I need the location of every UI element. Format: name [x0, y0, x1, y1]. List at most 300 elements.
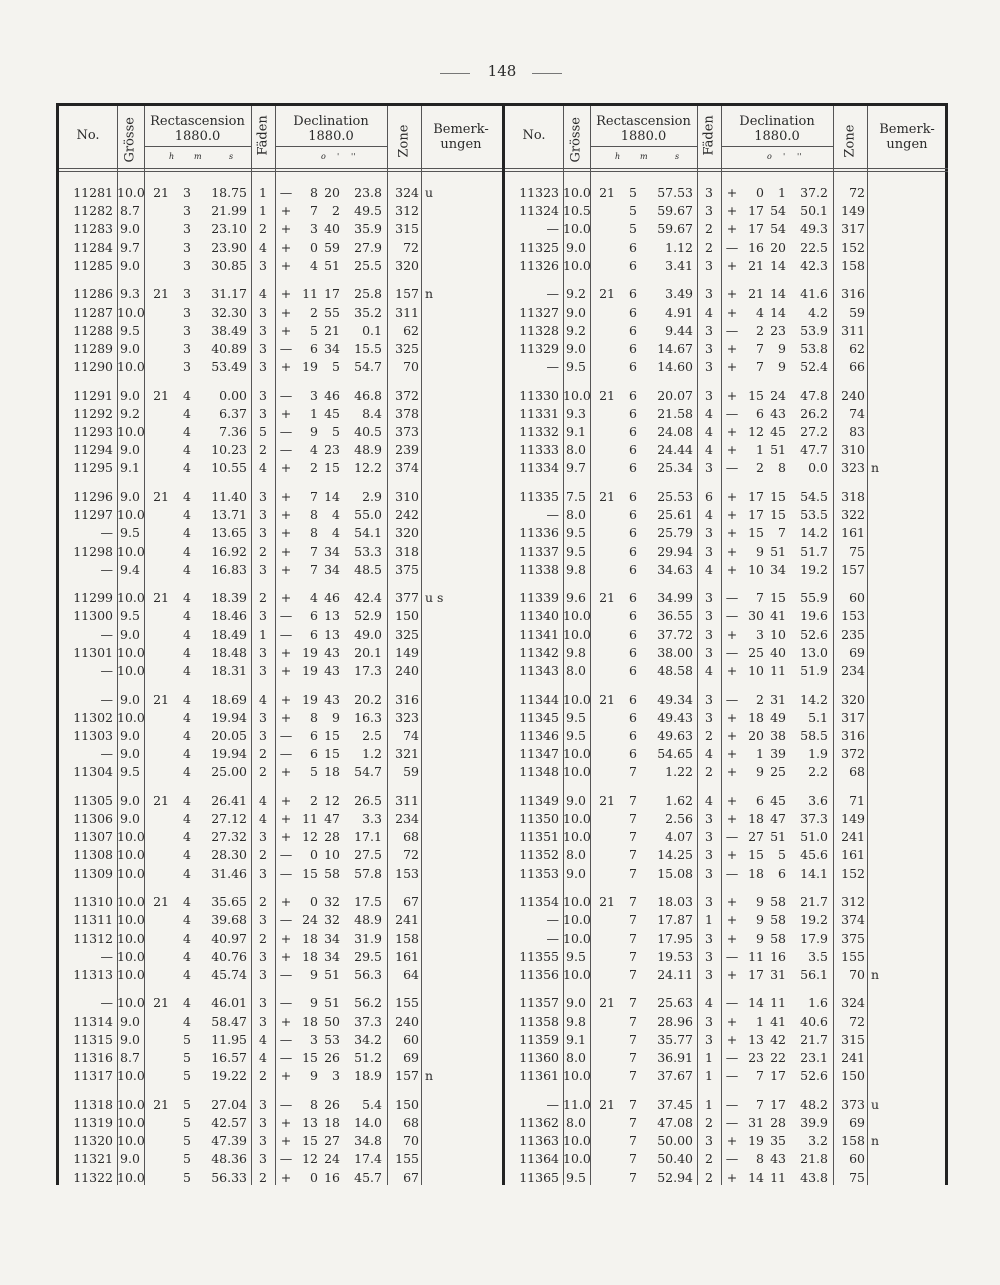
cell-no: 11342	[519, 644, 559, 660]
cell-faeden: 3	[259, 644, 267, 660]
cell-ra-sec: 23.90	[211, 239, 247, 255]
cell-dec-arcmin: 11	[770, 995, 786, 1011]
cell-dec-sign: +	[280, 663, 292, 678]
cell-ra-min: 6	[629, 727, 637, 743]
header-bemerkungen-1: Bemerk-	[879, 122, 935, 137]
table-row	[59, 1132, 502, 1150]
cell-faeden: 3	[705, 543, 713, 559]
cell-ra-sec: 49.34	[657, 691, 693, 707]
cell-no: 11332	[519, 424, 559, 439]
cell-groesse: 10.0	[117, 1114, 145, 1130]
cell-faeden: 2	[705, 764, 713, 780]
cell-dec-arcmin: 26	[324, 1050, 340, 1065]
cell-dec-deg: 31	[748, 1114, 764, 1130]
cell-dec-sign: —	[279, 1031, 293, 1047]
cell-ra-sec: 18.31	[211, 663, 247, 678]
cell-bemerkungen: n	[425, 286, 434, 302]
cell-ra-sec: 47.39	[211, 1133, 247, 1149]
cell-groesse: 10.0	[117, 1068, 145, 1084]
cell-no: —	[100, 561, 113, 577]
header-dec-epoch: 1880.0	[308, 129, 354, 144]
cell-dec-arcmin: 51	[770, 543, 786, 559]
cell-zone: 374	[841, 912, 865, 928]
cell-dec-sign: +	[726, 525, 738, 541]
cell-dec-deg: 8	[310, 507, 318, 523]
cell-dec-arcmin: 4	[332, 507, 340, 523]
cell-groesse: 9.0	[120, 626, 140, 642]
cell-zone: 374	[395, 460, 419, 476]
cell-ra-sec: 14.67	[657, 340, 693, 356]
cell-groesse: 8.0	[566, 847, 586, 863]
cell-dec-deg: 19	[748, 1133, 764, 1149]
cell-dec-arcsec: 21.8	[800, 1151, 828, 1167]
cell-groesse: 10.0	[117, 590, 145, 606]
cell-dec-arcmin: 51	[770, 829, 786, 845]
cell-ra-sec: 38.00	[657, 644, 693, 660]
cell-dec-arcsec: 42.4	[354, 590, 382, 606]
cell-no: 11291	[73, 387, 113, 403]
cell-dec-arcsec: 14.1	[800, 865, 828, 881]
cell-ra-hour: 21	[599, 1096, 615, 1112]
cell-dec-arcsec: 21.7	[800, 1031, 828, 1047]
cell-faeden: 3	[705, 865, 713, 881]
cell-zone: 317	[841, 221, 865, 237]
cell-dec-arcsec: 48.5	[354, 561, 382, 577]
cell-ra-sec: 42.57	[211, 1114, 247, 1130]
cell-ra-sec: 27.12	[211, 811, 247, 826]
cell-faeden: 3	[259, 405, 267, 421]
cell-dec-deg: 9	[310, 966, 318, 982]
cell-no: 11286	[73, 286, 113, 302]
cell-groesse: 10.0	[117, 912, 145, 928]
table-row	[505, 184, 948, 202]
cell-faeden: 3	[259, 322, 267, 338]
table-row	[59, 1067, 502, 1085]
cell-zone: 69	[403, 1050, 419, 1065]
cell-zone: 59	[403, 764, 419, 780]
cell-groesse: 10.0	[563, 626, 591, 642]
cell-dec-arcmin: 45	[324, 405, 340, 421]
cell-groesse: 10.0	[117, 644, 145, 660]
cell-ra-min: 7	[629, 792, 637, 808]
cell-dec-arcmin: 58	[770, 930, 786, 946]
cell-dec-arcsec: 47.7	[800, 442, 828, 458]
cell-dec-sign: —	[725, 322, 739, 338]
cell-ra-min: 6	[629, 644, 637, 660]
cell-dec-deg: 8	[310, 1096, 318, 1112]
cell-dec-sign: +	[726, 746, 738, 762]
table-row	[59, 911, 502, 929]
cell-dec-arcmin: 51	[770, 442, 786, 458]
header-ra-unit-s: s	[675, 152, 680, 161]
table-row	[505, 506, 948, 524]
cell-ra-min: 5	[183, 1031, 191, 1047]
cell-ra-sec: 18.46	[211, 608, 247, 624]
cell-zone: 68	[849, 764, 865, 780]
cell-ra-min: 5	[183, 1151, 191, 1167]
cell-dec-arcmin: 28	[324, 829, 340, 845]
cell-ra-hour: 21	[153, 995, 169, 1011]
cell-groesse: 7.5	[566, 488, 586, 504]
cell-ra-sec: 14.60	[657, 359, 693, 375]
cell-dec-arcsec: 23.8	[354, 185, 382, 200]
cell-ra-sec: 21.58	[657, 405, 693, 421]
cell-zone: 149	[841, 811, 865, 826]
cell-ra-sec: 37.67	[657, 1068, 693, 1084]
cell-groesse: 9.5	[566, 525, 586, 541]
cell-ra-min: 4	[183, 691, 191, 707]
cell-faeden: 3	[259, 1133, 267, 1149]
cell-faeden: 3	[705, 691, 713, 707]
table-row	[505, 727, 948, 745]
cell-groesse: 9.0	[120, 811, 140, 826]
cell-faeden: 3	[259, 663, 267, 678]
cell-groesse: 10.0	[117, 507, 145, 523]
cell-dec-deg: 0	[756, 185, 764, 200]
cell-ra-hour: 21	[599, 691, 615, 707]
cell-groesse: 9.0	[120, 792, 140, 808]
cell-faeden: 3	[259, 608, 267, 624]
cell-ra-hour: 21	[153, 185, 169, 200]
cell-bemerkungen: u	[425, 185, 434, 200]
header-zone: Zone	[842, 124, 858, 158]
cell-ra-sec: 17.95	[657, 930, 693, 946]
table-row	[505, 846, 948, 864]
cell-dec-sign: +	[726, 359, 738, 375]
cell-zone: 373	[395, 424, 419, 439]
cell-no: —	[100, 746, 113, 762]
cell-dec-sign: +	[726, 894, 738, 910]
cell-dec-arcmin: 5	[332, 424, 340, 439]
cell-dec-arcmin: 53	[324, 1031, 340, 1047]
cell-zone: 312	[841, 894, 865, 910]
cell-dec-arcmin: 58	[770, 894, 786, 910]
cell-groesse: 9.1	[120, 460, 140, 476]
cell-dec-sign: +	[280, 359, 292, 375]
cell-dec-arcsec: 29.5	[354, 948, 382, 964]
cell-ra-sec: 37.45	[657, 1096, 693, 1112]
table-row	[505, 626, 948, 644]
cell-no: 11303	[73, 727, 113, 743]
cell-no: 11334	[519, 460, 559, 476]
cell-zone: 157	[395, 286, 419, 302]
cell-no: 11301	[73, 644, 113, 660]
cell-groesse: 8.0	[566, 507, 586, 523]
cell-no: —	[546, 1096, 559, 1112]
cell-zone: 59	[849, 304, 865, 320]
cell-dec-arcmin: 58	[324, 865, 340, 881]
cell-ra-min: 5	[183, 1096, 191, 1112]
cell-zone: 62	[849, 340, 865, 356]
cell-ra-min: 6	[629, 424, 637, 439]
cell-dec-arcmin: 15	[324, 460, 340, 476]
cell-dec-arcsec: 1.9	[808, 746, 828, 762]
cell-dec-sign: +	[280, 322, 292, 338]
cell-dec-arcmin: 43	[324, 663, 340, 678]
cell-no: 11364	[519, 1151, 559, 1167]
cell-dec-sign: +	[726, 626, 738, 642]
cell-dec-arcsec: 14.2	[800, 691, 828, 707]
cell-dec-arcmin: 43	[770, 405, 786, 421]
cell-groesse: 9.0	[120, 442, 140, 458]
cell-ra-min: 4	[183, 995, 191, 1011]
cell-dec-sign: —	[725, 644, 739, 660]
table-row	[59, 948, 502, 966]
cell-groesse: 10.0	[117, 948, 145, 964]
cell-dec-sign: —	[279, 727, 293, 743]
cell-faeden: 4	[705, 561, 713, 577]
cell-faeden: 1	[259, 185, 267, 200]
cell-no: 11337	[519, 543, 559, 559]
header-ra: Rectascension	[596, 114, 691, 129]
cell-dec-arcsec: 51.0	[800, 829, 828, 845]
cell-dec-arcsec: 0.1	[362, 322, 382, 338]
cell-dec-arcsec: 17.3	[354, 663, 382, 678]
cell-dec-sign: —	[725, 608, 739, 624]
cell-ra-sec: 15.08	[657, 865, 693, 881]
cell-dec-arcmin: 51	[324, 966, 340, 982]
cell-dec-arcsec: 56.3	[354, 966, 382, 982]
cell-groesse: 9.0	[566, 865, 586, 881]
cell-dec-arcsec: 56.1	[800, 966, 828, 982]
cell-dec-arcmin: 23	[770, 322, 786, 338]
cell-ra-min: 3	[183, 286, 191, 302]
cell-dec-arcsec: 3.5	[808, 948, 828, 964]
cell-dec-arcsec: 47.8	[800, 387, 828, 403]
cell-no: 11293	[73, 424, 113, 439]
table-row	[505, 358, 948, 376]
cell-ra-sec: 58.47	[211, 1013, 247, 1029]
cell-dec-arcsec: 49.0	[354, 626, 382, 642]
cell-ra-sec: 35.65	[211, 894, 247, 910]
cell-ra-min: 6	[629, 340, 637, 356]
cell-zone: 235	[841, 626, 865, 642]
cell-ra-sec: 11.40	[211, 488, 247, 504]
cell-zone: 312	[395, 203, 419, 219]
cell-no: —	[546, 930, 559, 946]
cell-dec-arcsec: 53.3	[354, 543, 382, 559]
table-row	[59, 763, 502, 781]
cell-zone: 72	[849, 1013, 865, 1029]
cell-ra-sec: 48.36	[211, 1151, 247, 1167]
cell-faeden: 3	[259, 304, 267, 320]
cell-dec-arcmin: 47	[324, 811, 340, 826]
cell-dec-arcmin: 39	[770, 746, 786, 762]
table-row	[59, 285, 502, 303]
cell-faeden: 4	[259, 239, 267, 255]
cell-dec-arcsec: 48.9	[354, 442, 382, 458]
cell-dec-arcmin: 42	[770, 1031, 786, 1047]
cell-dec-arcsec: 3.6	[808, 792, 828, 808]
cell-no: 11298	[73, 543, 113, 559]
cell-dec-sign: —	[725, 829, 739, 845]
cell-dec-sign: +	[726, 792, 738, 808]
cell-zone: 321	[395, 746, 419, 762]
table-row	[505, 966, 948, 984]
cell-ra-sec: 4.91	[665, 304, 693, 320]
cell-ra-sec: 40.76	[211, 948, 247, 964]
cell-dec-deg: 9	[310, 995, 318, 1011]
cell-groesse: 9.0	[120, 257, 140, 273]
cell-dec-sign: +	[726, 811, 738, 826]
cell-faeden: 4	[705, 663, 713, 678]
cell-zone: 377	[395, 590, 419, 606]
cell-dec-deg: 12	[302, 829, 318, 845]
cell-dec-arcmin: 25	[770, 764, 786, 780]
cell-groesse: 10.0	[117, 304, 145, 320]
cell-dec-arcmin: 17	[770, 1096, 786, 1112]
cell-dec-deg: 7	[756, 590, 764, 606]
cell-zone: 153	[841, 608, 865, 624]
cell-dec-arcsec: 45.7	[354, 1169, 382, 1185]
cell-zone: 161	[841, 525, 865, 541]
cell-groesse: 9.5	[120, 608, 140, 624]
cell-ra-min: 7	[629, 1096, 637, 1112]
cell-dec-arcmin: 14	[770, 286, 786, 302]
cell-dec-arcsec: 37.3	[354, 1013, 382, 1029]
cell-no: 11312	[73, 930, 113, 946]
cell-zone: 68	[403, 1114, 419, 1130]
cell-dec-deg: 9	[756, 543, 764, 559]
cell-dec-sign: +	[726, 764, 738, 780]
cell-dec-arcsec: 12.2	[354, 460, 382, 476]
cell-ra-min: 4	[183, 894, 191, 910]
cell-ra-min: 7	[629, 829, 637, 845]
cell-ra-min: 6	[629, 525, 637, 541]
cell-faeden: 3	[259, 912, 267, 928]
cell-dec-arcmin: 2	[332, 203, 340, 219]
cell-ra-sec: 4.07	[665, 829, 693, 845]
cell-zone: 316	[841, 727, 865, 743]
cell-zone: 67	[403, 894, 419, 910]
table-row	[59, 304, 502, 322]
cell-no: 11345	[519, 709, 559, 725]
cell-dec-deg: 6	[310, 746, 318, 762]
cell-dec-arcmin: 16	[324, 1169, 340, 1185]
cell-groesse: 9.8	[566, 561, 586, 577]
cell-no: 11281	[73, 185, 113, 200]
cell-groesse: 10.0	[117, 865, 145, 881]
cell-dec-sign: —	[279, 424, 293, 439]
header-rule	[59, 168, 502, 169]
cell-faeden: 3	[705, 930, 713, 946]
cell-dec-arcsec: 53.8	[800, 340, 828, 356]
cell-dec-deg: 3	[310, 387, 318, 403]
cell-dec-arcsec: 5.1	[808, 709, 828, 725]
ra-subrule	[721, 146, 833, 147]
cell-dec-arcmin: 34	[324, 948, 340, 964]
cell-groesse: 10.0	[117, 1133, 145, 1149]
table-row	[59, 727, 502, 745]
cell-dec-sign: +	[280, 764, 292, 780]
cell-ra-min: 5	[183, 1050, 191, 1065]
cell-dec-arcsec: 13.0	[800, 644, 828, 660]
header-dec-unit-min: '	[783, 152, 786, 161]
cell-dec-sign: +	[726, 286, 738, 302]
cell-zone: 153	[395, 865, 419, 881]
cell-dec-arcsec: 58.5	[800, 727, 828, 743]
cell-dec-arcmin: 16	[770, 948, 786, 964]
cell-ra-sec: 30.85	[211, 257, 247, 273]
cell-no: 11282	[73, 203, 113, 219]
cell-dec-arcmin: 41	[770, 608, 786, 624]
table-row	[505, 220, 948, 238]
cell-dec-deg: 12	[748, 424, 764, 439]
cell-dec-arcsec: 1.2	[362, 746, 382, 762]
cell-ra-min: 3	[183, 203, 191, 219]
cell-dec-arcmin: 59	[324, 239, 340, 255]
cell-dec-deg: 2	[756, 691, 764, 707]
cell-faeden: 3	[259, 1114, 267, 1130]
cell-faeden: 5	[259, 424, 267, 439]
cell-no: 11335	[519, 488, 559, 504]
cell-ra-sec: 6.37	[219, 405, 247, 421]
cell-no: 11304	[73, 764, 113, 780]
cell-no: 11308	[73, 847, 113, 863]
cell-dec-deg: 2	[310, 792, 318, 808]
table-row	[505, 607, 948, 625]
cell-faeden: 2	[705, 1169, 713, 1185]
table-row	[505, 930, 948, 948]
cell-dec-sign: +	[280, 1133, 292, 1149]
table-row	[59, 1150, 502, 1168]
cell-dec-arcsec: 53.5	[800, 507, 828, 523]
cell-ra-sec: 19.94	[211, 709, 247, 725]
cell-ra-min: 3	[183, 185, 191, 200]
cell-faeden: 2	[259, 221, 267, 237]
cell-dec-arcmin: 20	[770, 239, 786, 255]
cell-ra-sec: 34.63	[657, 561, 693, 577]
cell-groesse: 9.2	[566, 322, 586, 338]
cell-faeden: 3	[705, 948, 713, 964]
cell-dec-arcmin: 9	[778, 340, 786, 356]
cell-dec-deg: 6	[310, 727, 318, 743]
cell-ra-min: 3	[183, 304, 191, 320]
cell-dec-arcsec: 27.5	[354, 847, 382, 863]
header-faeden: Fäden	[255, 115, 271, 156]
cell-no: 11310	[73, 894, 113, 910]
cell-no: —	[546, 359, 559, 375]
cell-faeden: 4	[259, 811, 267, 826]
cell-dec-deg: 7	[310, 543, 318, 559]
header-ra-unit-s: s	[229, 152, 234, 161]
cell-groesse: 10.0	[563, 608, 591, 624]
table-row	[59, 543, 502, 561]
table-row	[505, 994, 948, 1012]
table-row	[59, 441, 502, 459]
cell-ra-sec: 19.22	[211, 1068, 247, 1084]
cell-no: 11313	[73, 966, 113, 982]
header-groesse: Grösse	[568, 117, 584, 163]
cell-dec-sign: —	[279, 865, 293, 881]
header-dec-unit-sec: ''	[351, 152, 356, 161]
cell-no: 11306	[73, 811, 113, 826]
cell-no: 11311	[73, 912, 113, 928]
cell-dec-arcsec: 37.2	[800, 185, 828, 200]
cell-dec-deg: 6	[756, 405, 764, 421]
cell-ra-min: 4	[183, 590, 191, 606]
cell-dec-arcsec: 20.1	[354, 644, 382, 660]
cell-dec-arcsec: 17.4	[354, 1151, 382, 1167]
cell-zone: 149	[841, 203, 865, 219]
cell-ra-sec: 20.07	[657, 387, 693, 403]
cell-faeden: 3	[259, 257, 267, 273]
cell-dec-deg: 11	[748, 948, 764, 964]
cell-no: 11339	[519, 590, 559, 606]
cell-ra-sec: 25.79	[657, 525, 693, 541]
cell-ra-sec: 54.65	[657, 746, 693, 762]
cell-no: 11354	[519, 894, 559, 910]
